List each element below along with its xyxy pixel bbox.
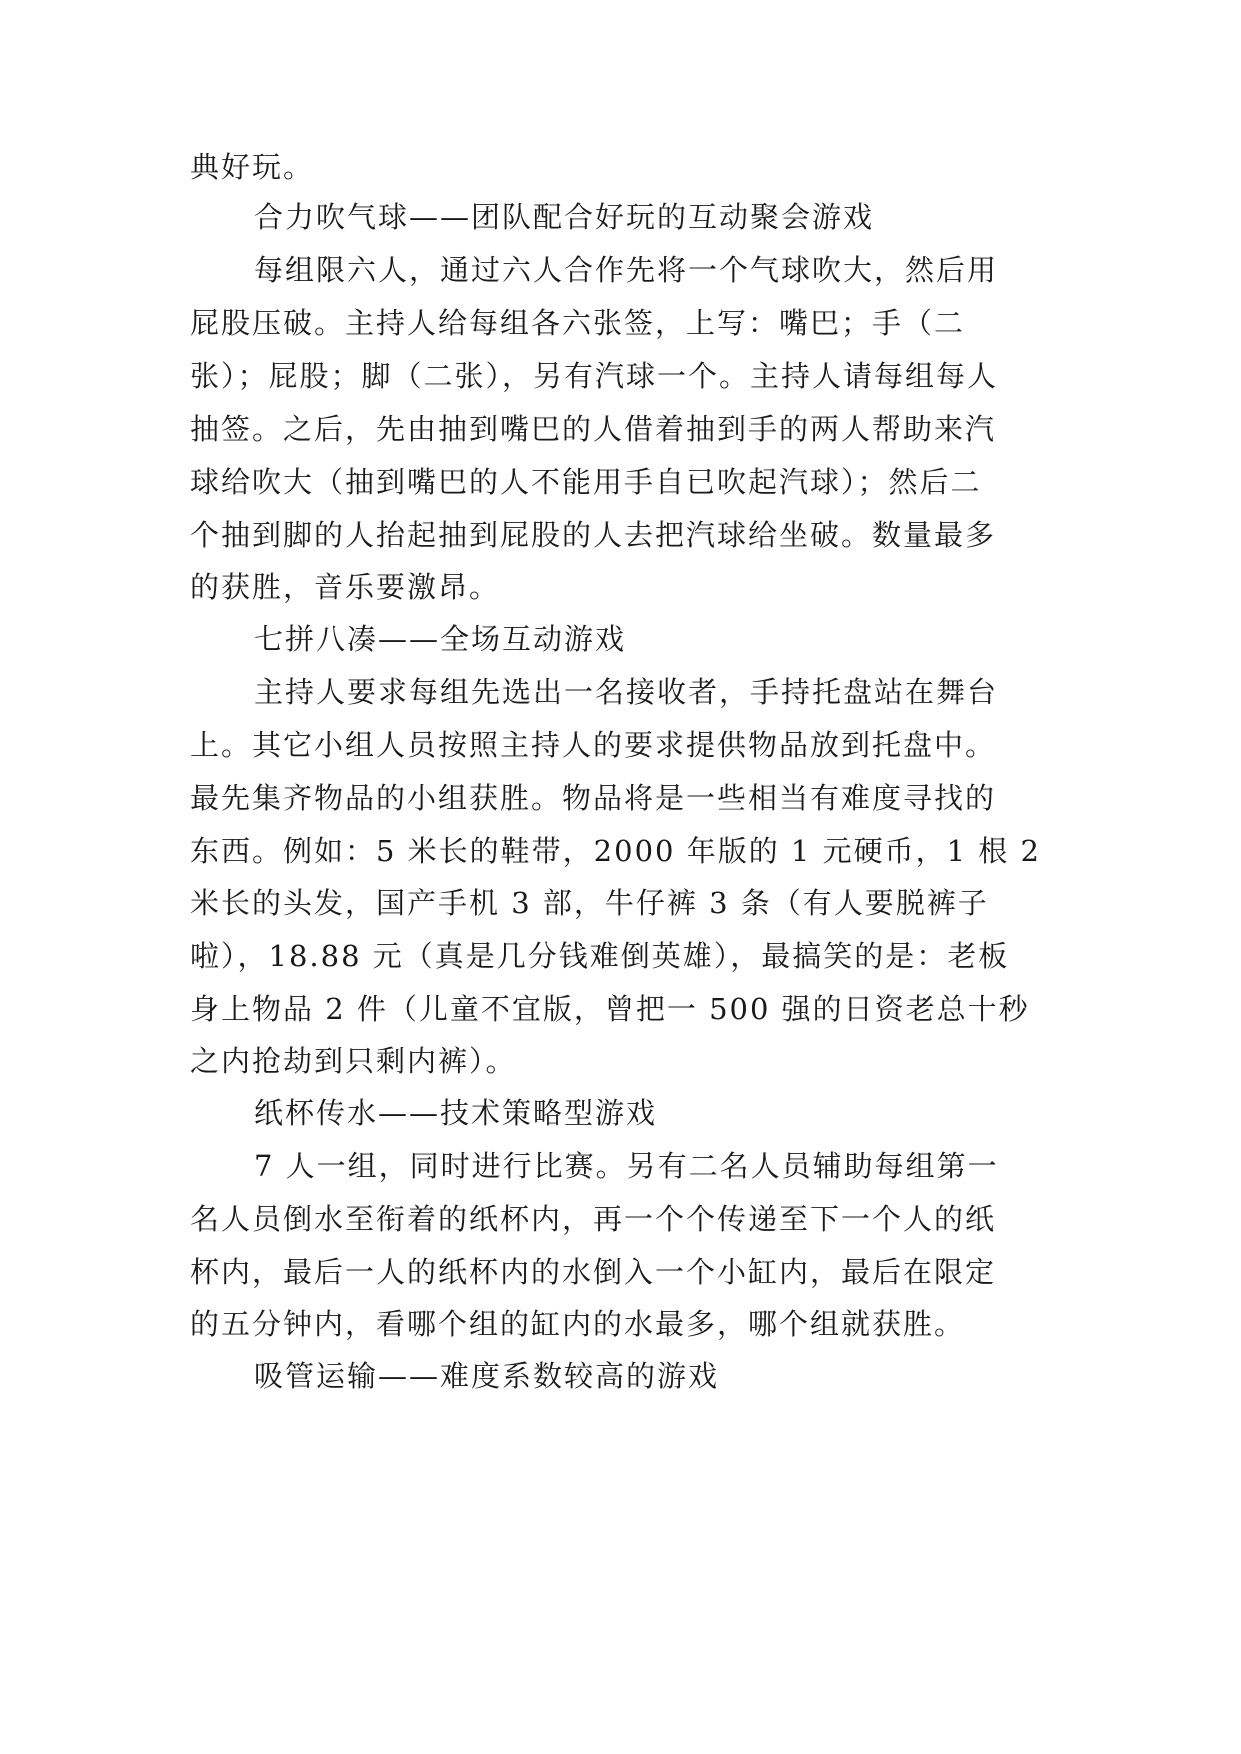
- paragraph-line: 啦），18.88 元（真是几分钱难倒英雄），最搞笑的是：老板: [190, 939, 1010, 973]
- paragraph-line: 的五分钟内，看哪个组的缸内的水最多，哪个组就获胜。: [190, 1307, 966, 1341]
- paragraph-line: 7 人一组，同时进行比赛。另有二名人员辅助每组第一: [254, 1149, 999, 1183]
- paragraph-line: 个抽到脚的人抬起抽到屁股的人去把汽球给坐破。数量最多: [190, 518, 997, 552]
- paragraph-line: 上。其它小组人员按照主持人的要求提供物品放到托盘中。: [190, 728, 997, 762]
- paragraph-line: 最先集齐物品的小组获胜。物品将是一些相当有难度寻找的: [190, 781, 997, 815]
- paragraph-line: 张）；屁股；脚（二张），另有汽球一个。主持人请每组每人: [190, 359, 999, 393]
- paragraph-line: 米长的头发，国产手机 3 部，牛仔裤 3 条（有人要脱裤子: [190, 886, 989, 920]
- paragraph-line: 每组限六人，通过六人合作先将一个气球吹大，然后用: [254, 253, 999, 287]
- section-heading: 合力吹气球——团队配合好玩的互动聚会游戏: [254, 200, 875, 234]
- paragraph-line: 屁股压破。主持人给每组各六张签，上写：嘴巴；手（二: [190, 306, 966, 340]
- section-heading: 吸管运输——难度系数较高的游戏: [254, 1359, 720, 1393]
- paragraph-line: 东西。例如：5 米长的鞋带，2000 年版的 1 元硬币，1 根 2: [190, 834, 1041, 868]
- paragraph-line: 杯内，最后一人的纸杯内的水倒入一个小缸内，最后在限定: [190, 1255, 997, 1289]
- paragraph-line: 典好玩。: [190, 150, 315, 184]
- section-heading: 纸杯传水——技术策略型游戏: [254, 1096, 658, 1130]
- paragraph-line: 身上物品 2 件（儿童不宜版，曾把一 500 强的日资老总十秒: [190, 992, 1030, 1026]
- paragraph-line: 球给吹大（抽到嘴巴的人不能用手自已吹起汽球）；然后二: [190, 465, 982, 499]
- paragraph-line: 主持人要求每组先选出一名接收者，手持托盘站在舞台: [254, 675, 999, 709]
- paragraph-line: 名人员倒水至衔着的纸杯内，再一个个传递至下一个人的纸: [190, 1202, 997, 1236]
- section-heading: 七拼八凑——全场互动游戏: [254, 622, 627, 656]
- paragraph-line: 抽签。之后，先由抽到嘴巴的人借着抽到手的两人帮助来汽: [190, 412, 997, 446]
- paragraph-line: 的获胜，音乐要激昂。: [190, 570, 501, 604]
- paragraph-line: 之内抢劫到只剩内裤）。: [190, 1044, 517, 1078]
